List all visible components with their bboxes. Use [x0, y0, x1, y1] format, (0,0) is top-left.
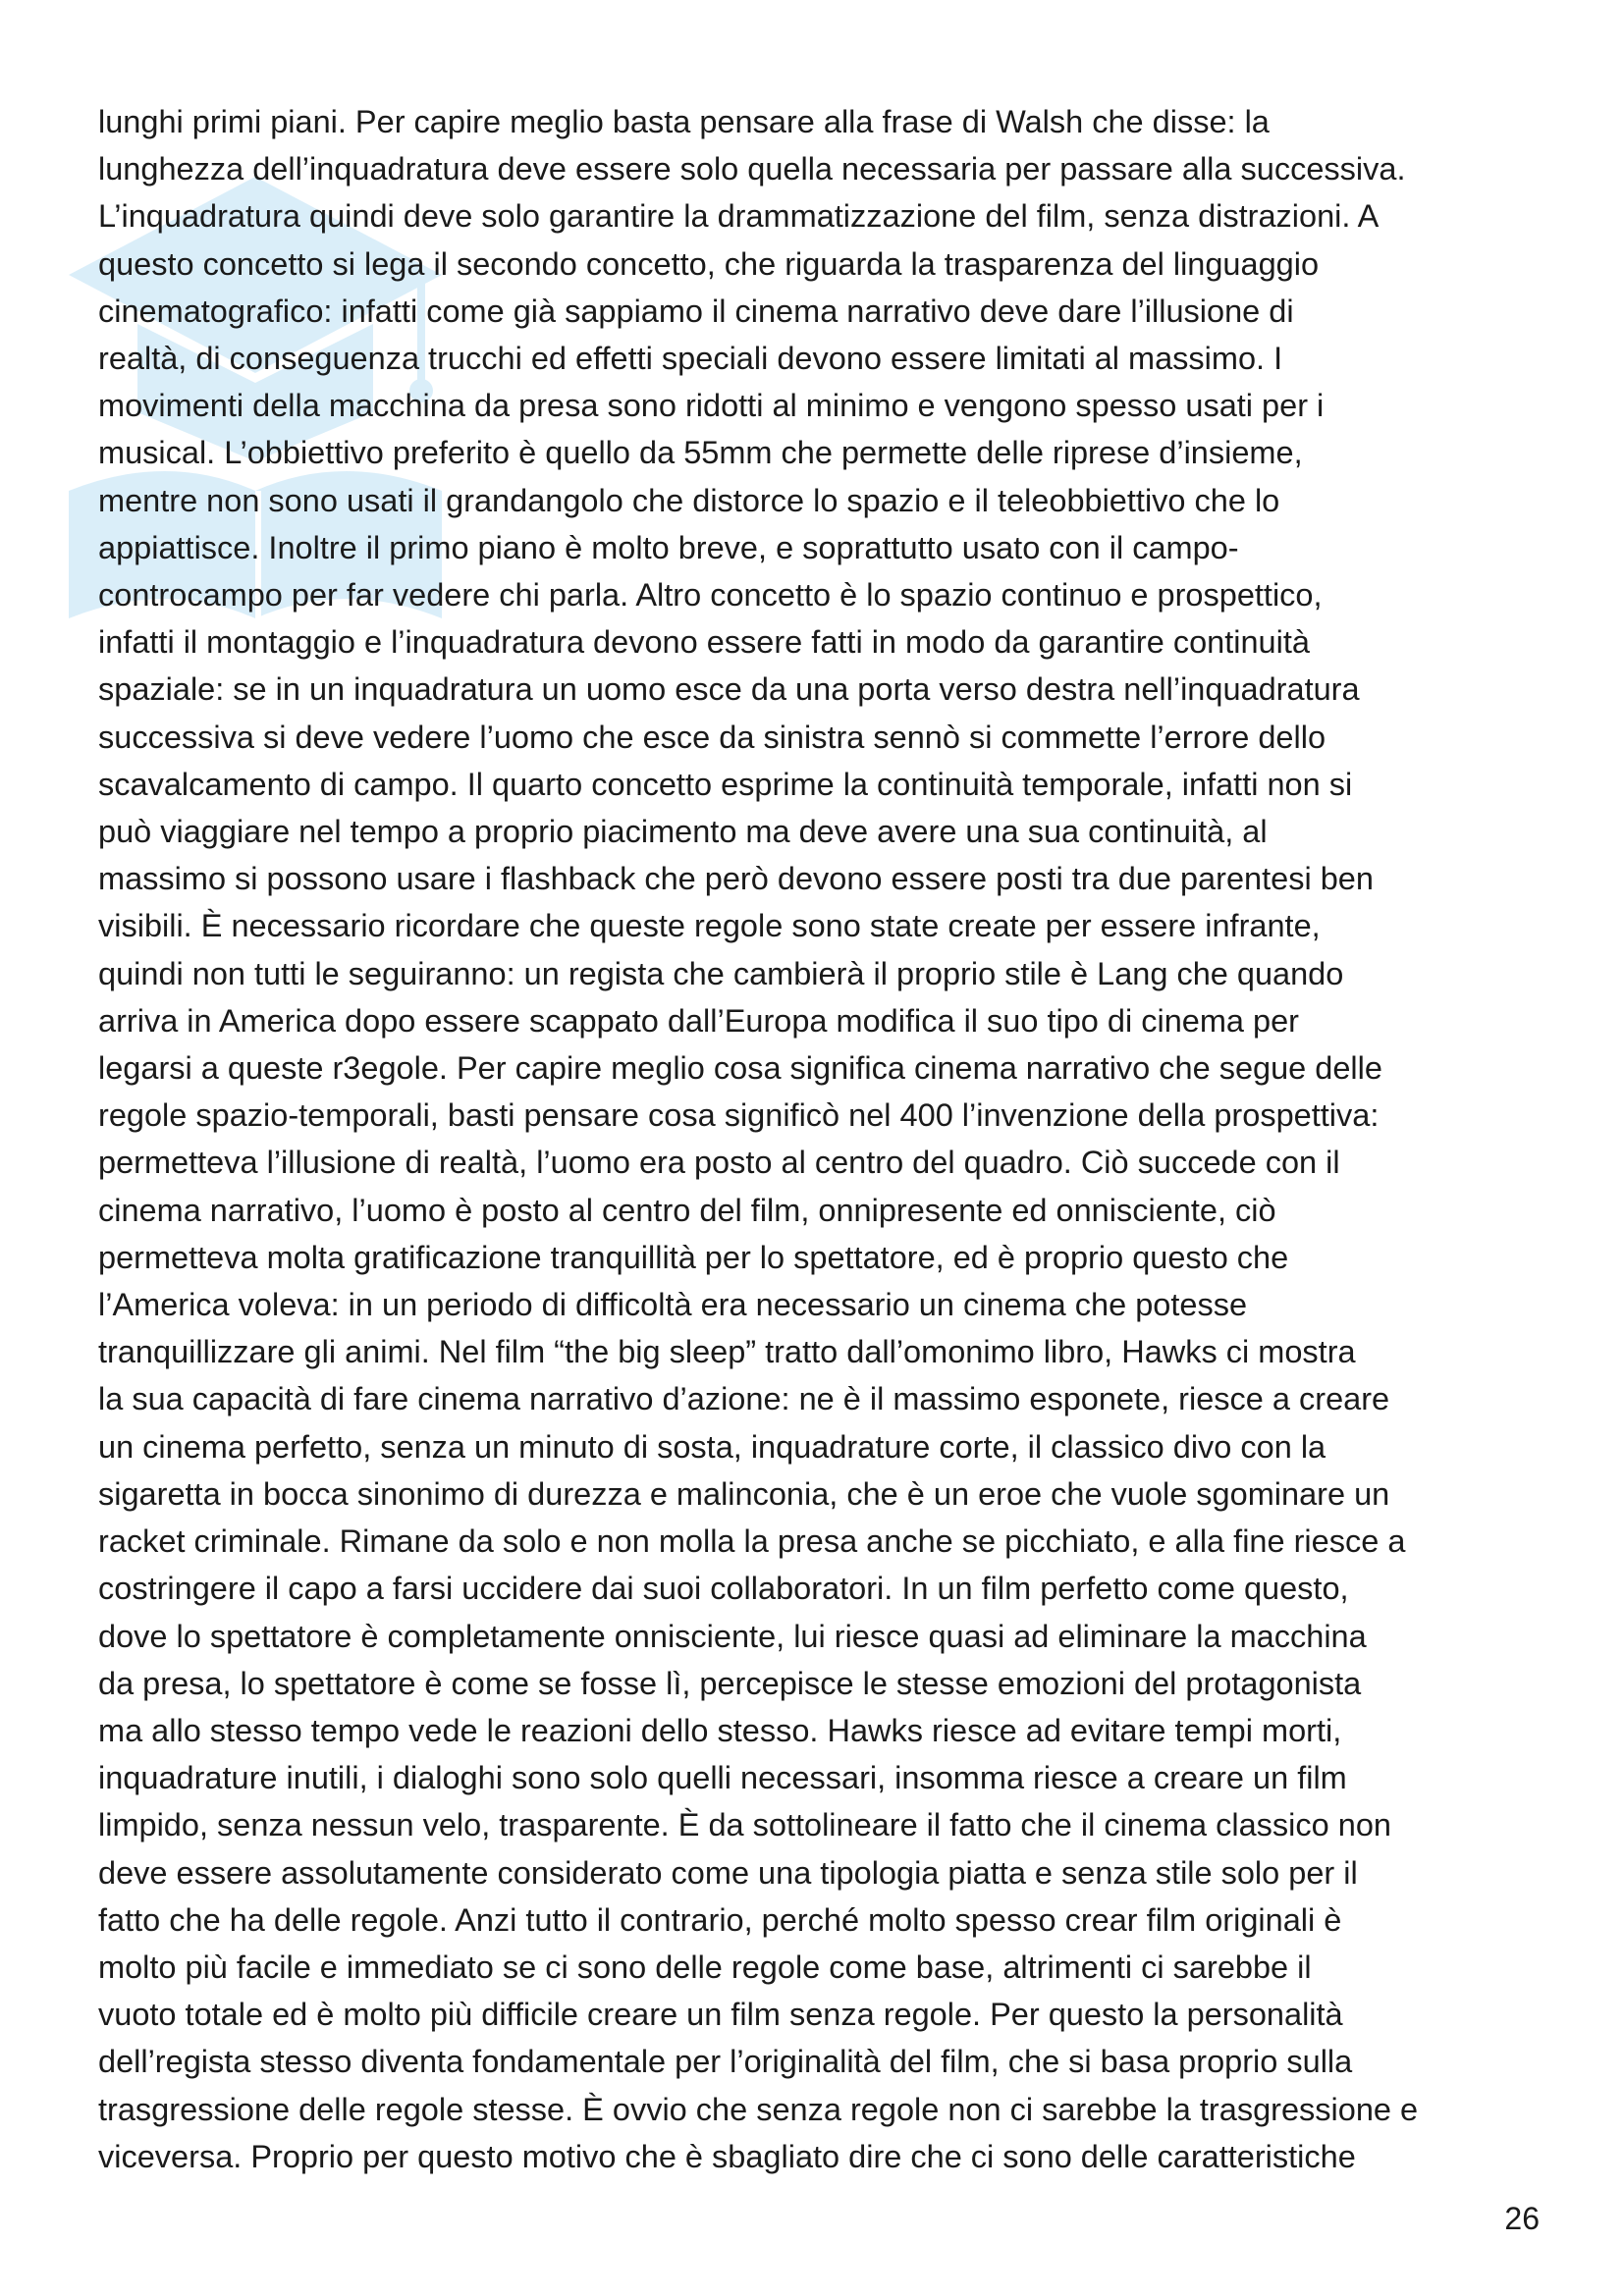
body-paragraph — [98, 98, 1542, 2180]
text-line: l’America voleva: in un periodo di difficoltà era necessario un cinema che potesse — [98, 1287, 1248, 1323]
text-line: musical. L’obbiettivo preferito è quello da 55mm che permette delle riprese d’insieme, — [98, 435, 1303, 471]
text-line: lunghezza dell’inquadratura deve essere solo quella necessaria per passare alla successiva. — [98, 151, 1406, 187]
text-line: un cinema perfetto, senza un minuto di sosta, inquadrature corte, il classico divo con la — [98, 1428, 1326, 1465]
text-line: questo concetto si lega il secondo concetto, che riguarda la trasparenza del linguaggio — [98, 245, 1320, 282]
text-line: arriva in America dopo essere scappato dall’Europa modifica il suo tipo di cinema per — [98, 1002, 1300, 1039]
text-line: infatti il montaggio e l’inquadratura devono essere fatti in modo da garantire continuità — [98, 624, 1310, 661]
text-line: costringere il capo a farsi uccidere dai suoi collaboratori. In un film perfetto come questo, — [98, 1571, 1349, 1607]
text-line: deve essere assolutamente considerato come una tipologia piatta e senza stile solo per il — [98, 1854, 1358, 1891]
text-line: molto più facile e immediato se ci sono delle regole come base, altrimenti ci sarebbe il — [98, 1949, 1312, 1985]
text-line: la sua capacità di fare cinema narrativo d’azione: ne è il massimo esponete, riesce a creare — [98, 1381, 1390, 1417]
text-line: scavalcamento di campo. Il quarto concetto esprime la continuità temporale, infatti non si — [98, 766, 1353, 802]
text-line: racket criminale. Rimane da solo e non molla la presa anche se picchiato, e alla fine riesce a — [98, 1523, 1406, 1560]
text-line: regole spazio-temporali, basti pensare cosa significò nel 400 l’invenzione della prospettiva: — [98, 1097, 1380, 1134]
text-line: cinematografico: infatti come già sappiamo il cinema narrativo deve dare l’illusione di — [98, 293, 1294, 329]
text-line: fatto che ha delle regole. Anzi tutto il contrario, perché molto spesso crear film originali è — [98, 1901, 1342, 1938]
text-line: controcampo per far vedere chi parla. Altro concetto è lo spazio continuo e prospettico, — [98, 577, 1323, 614]
text-line: dove lo spettatore è completamente onnisciente, lui riesce quasi ad eliminare la macchina — [98, 1618, 1367, 1654]
text-line: visibili. È necessario ricordare che queste regole sono state create per essere infrante, — [98, 908, 1321, 944]
text-line: sigaretta in bocca sinonimo di durezza e malinconia, che è un eroe che vuole sgominare un — [98, 1475, 1390, 1512]
text-line: da presa, lo spettatore è come se fosse lì, percepisce le stesse emozioni del protagonista — [98, 1665, 1362, 1701]
text-line: dell’regista stesso diventa fondamentale per l’originalità del film, che si basa proprio sulla — [98, 2044, 1353, 2080]
text-line: permetteva l’illusione di realtà, l’uomo era posto al centro del quadro. Ciò succede con il — [98, 1145, 1340, 1181]
page-number: 26 — [1504, 2201, 1540, 2236]
text-line: mentre non sono usati il grandangolo che distorce lo spazio e il teleobbiettivo che lo — [98, 482, 1280, 518]
text-line: viceversa. Proprio per questo motivo che è sbagliato dire che ci sono delle caratteristiche — [98, 2138, 1356, 2174]
text-line: limpido, senza nessun velo, trasparente. È da sottolineare il fatto che il cinema classico non — [98, 1807, 1391, 1843]
text-line: vuoto totale ed è molto più difficile creare un film senza regole. Per questo la personalità — [98, 1997, 1343, 2033]
text-line: appiattisce. Inoltre il primo piano è molto breve, e soprattutto usato con il campo- — [98, 529, 1239, 565]
text-line: ma allo stesso tempo vede le reazioni dello stesso. Hawks riesce ad evitare tempi morti, — [98, 1712, 1342, 1748]
text-line: realtà, di conseguenza trucchi ed effetti speciali devono essere limitati al massimo. I — [98, 341, 1283, 377]
text-line: spaziale: se in un inquadratura un uomo esce da una porta verso destra nell’inquadratura — [98, 671, 1360, 708]
text-line: tranquillizzare gli animi. Nel film “the big sleep” tratto dall’omonimo libro, Hawks ci mostra — [98, 1334, 1356, 1370]
text-line: può viaggiare nel tempo a proprio piacimento ma deve avere una sua continuità, al — [98, 814, 1268, 850]
text-line: inquadrature inutili, i dialoghi sono solo quelli necessari, insomma riesce a creare un film — [98, 1760, 1347, 1796]
text-line: permetteva molta gratificazione tranquillità per lo spettatore, ed è proprio questo che — [98, 1239, 1289, 1275]
text-line: L’inquadratura quindi deve solo garantire la drammatizzazione del film, senza distrazioni. A — [98, 198, 1380, 235]
text-line: cinema narrativo, l’uomo è posto al centro del film, onnipresente ed onnisciente, ciò — [98, 1192, 1276, 1228]
text-line: massimo si possono usare i flashback che però devono essere posti tra due parentesi ben — [98, 861, 1374, 897]
text-line: successiva si deve vedere l’uomo che esce da sinistra sennò si commette l’errore dello — [98, 719, 1326, 755]
text-line: trasgressione delle regole stesse. È ovvio che senza regole non ci sarebbe la trasgressione e — [98, 2091, 1419, 2127]
text-line: movimenti della macchina da presa sono ridotti al minimo e vengono spesso usati per i — [98, 388, 1325, 424]
text-line: quindi non tutti le seguiranno: un regista che cambierà il proprio stile è Lang che quando — [98, 955, 1344, 991]
text-line: legarsi a queste r3egole. Per capire meglio cosa significa cinema narrativo che segue delle — [98, 1050, 1382, 1087]
text-line: lunghi primi piani. Per capire meglio basta pensare alla frase di Walsh che disse: la — [98, 104, 1270, 139]
